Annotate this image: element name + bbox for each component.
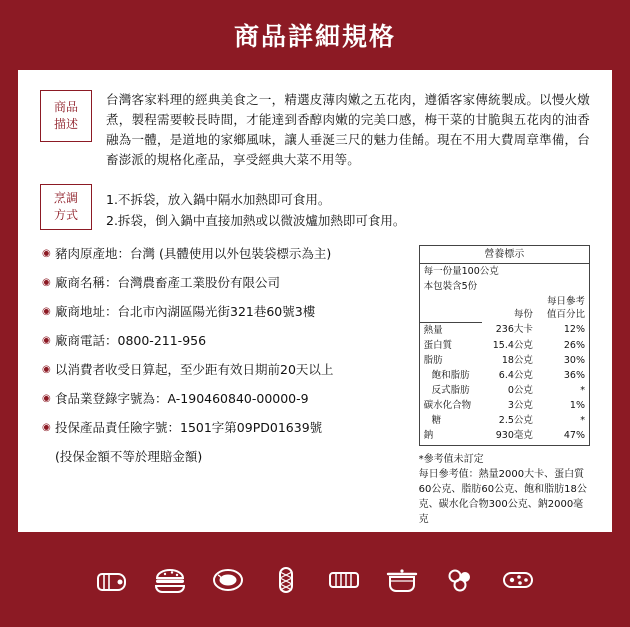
nutrition-table	[419, 245, 590, 446]
nutrient-name: 飽和脂肪	[431, 369, 470, 381]
info-bullet-list	[40, 245, 409, 527]
nutrient-percent: *	[580, 384, 585, 396]
nutrition-header-daily	[537, 294, 590, 322]
nutrition-note-line1: *參考值未訂定	[418, 453, 484, 465]
list-item	[42, 245, 409, 263]
bullet-icon: ◉	[42, 248, 51, 259]
meat-ham-icon	[90, 558, 134, 602]
table-row	[419, 338, 589, 353]
cooking-step: 1.不拆袋，放入鍋中隔水加熱即可食用。	[106, 192, 331, 207]
nutrient-amount: 236大卡	[495, 324, 533, 336]
nutrient-percent: 26%	[563, 339, 585, 351]
list-item	[42, 419, 409, 437]
nutrition-header-row	[419, 294, 589, 322]
bullet-icon: ◉	[42, 335, 51, 346]
list-item-label: 以消費者收受日算起，至少距有效日期前20天以上	[55, 362, 334, 377]
bullet-icon: ◉	[42, 306, 51, 317]
nutrition-header-daily-line2: 值百分比	[546, 309, 585, 320]
nutrient-name: 碳水化合物	[423, 399, 472, 411]
nutrition-header-per-serving: 每份	[513, 309, 533, 320]
nutrient-amount: 15.4公克	[492, 339, 533, 351]
table-row	[419, 353, 589, 368]
nutrient-name: 蛋白質	[423, 339, 453, 351]
nutrient-amount: 0公克	[507, 384, 533, 396]
table-row	[419, 428, 589, 446]
nutrition-note	[419, 452, 590, 527]
nutrient-percent: *	[580, 414, 585, 426]
list-item-label: 廠商電話：0800-211-956	[55, 333, 207, 348]
nutrient-amount: 930毫克	[495, 429, 533, 441]
nutrient-percent: 12%	[563, 324, 585, 336]
list-item-label: 廠商名稱：台灣農畜產工業股份有限公司	[55, 275, 281, 290]
content-panel	[18, 70, 612, 532]
list-item-label: (投保金額不等於理賠金額)	[55, 449, 203, 464]
cooking-label-line1: 烹調	[53, 191, 78, 205]
bullet-icon: ◉	[42, 422, 51, 433]
description-label-line2: 描述	[53, 117, 78, 131]
nutrition-title-row	[419, 246, 589, 264]
list-item-label: 食品業登錄字號為：A-190460840-00000-9	[55, 391, 309, 406]
nutrient-name: 脂肪	[423, 354, 443, 366]
description-label	[40, 90, 92, 142]
list-item	[42, 274, 409, 292]
bacon-icon	[322, 558, 366, 602]
nutrient-name: 熱量	[423, 324, 443, 336]
drumstick-icon	[264, 558, 308, 602]
cooking-steps	[106, 184, 590, 231]
description-row	[40, 90, 590, 170]
page-title: 商品詳細規格	[233, 22, 396, 51]
meatballs-icon	[438, 558, 482, 602]
list-item	[42, 332, 409, 350]
page-header	[0, 0, 630, 70]
nutrient-amount: 2.5公克	[498, 414, 533, 426]
list-item	[42, 448, 409, 466]
cooking-step: 2.拆袋，倒入鍋中直接加熱或以微波爐加熱即可食用。	[106, 213, 406, 228]
table-row	[419, 368, 589, 383]
nutrient-percent: 30%	[563, 354, 585, 366]
description-label-line1: 商品	[53, 100, 78, 114]
list-item	[42, 303, 409, 321]
nutrient-percent: 47%	[563, 429, 585, 441]
nutrient-amount: 6.4公克	[498, 369, 533, 381]
nutrient-amount: 18公克	[501, 354, 533, 366]
nutrition-panel	[419, 245, 590, 527]
description-text: 台灣客家料理的經典美食之一，精選皮薄肉嫩之五花肉，遵循客家傳統製成。以慢火燉煮，製程需要較長時間，才能達到香醇肉嫩的完美口感，梅干菜的甘脆與五花肉的油香融為一體，是道地的家鄉風味，讓人垂涎三尺的魅力佳餚。現在不用大費周章準備，台畜澎派的規格化產品，享受經典大菜不用等。	[106, 92, 590, 167]
footer-icon-bar	[0, 532, 630, 627]
bullet-icon: ◉	[42, 364, 51, 375]
sausage-icon	[496, 558, 540, 602]
cooking-label	[40, 184, 92, 230]
nutrient-name: 鈉	[423, 429, 434, 441]
table-row	[419, 322, 589, 338]
table-row	[419, 398, 589, 413]
nutrient-percent: 36%	[563, 369, 585, 381]
cooking-label-line2: 方式	[53, 208, 78, 222]
table-row	[419, 383, 589, 398]
table-row	[419, 413, 589, 428]
nutrition-serving-row	[419, 264, 589, 280]
list-item	[42, 390, 409, 408]
pot-icon	[380, 558, 424, 602]
bullet-icon: ◉	[42, 393, 51, 404]
nutrition-header-blank	[419, 294, 482, 322]
lower-section	[40, 245, 590, 527]
nutrition-pack-row	[419, 279, 589, 294]
list-item-label: 廠商地址：台北市內湖區陽光街321巷60號3樓	[55, 304, 316, 319]
nutrition-servings-per-pack: 本包裝含5份	[423, 281, 478, 292]
nutrition-title: 營養標示	[419, 246, 589, 264]
bullet-icon: ◉	[42, 277, 51, 288]
nutrition-note-line2: 每日參考值：熱量2000大卡、蛋白質60公克、脂肪60公克、飽和脂肪18公克、碳水化合物300公克、鈉2000毫克	[418, 468, 587, 525]
cooking-row	[40, 184, 590, 231]
nutrition-serving-size: 每一份量100公克	[423, 266, 499, 277]
list-item-label: 豬肉原產地：台灣 (具體使用以外包裝袋標示為主)	[55, 246, 332, 261]
list-item-label: 投保產品責任險字號：1501字第09PD01639號	[55, 420, 323, 435]
steak-icon	[206, 558, 250, 602]
nutrient-name: 反式脂肪	[431, 384, 470, 396]
list-item	[42, 361, 409, 379]
content-body	[18, 70, 612, 527]
nutrition-header-daily-line1: 每日參考	[546, 296, 585, 307]
nutrient-amount: 3公克	[507, 399, 533, 411]
nutrient-percent: 1%	[569, 399, 585, 411]
nutrient-name: 糖	[431, 414, 442, 426]
burger-icon	[148, 558, 192, 602]
